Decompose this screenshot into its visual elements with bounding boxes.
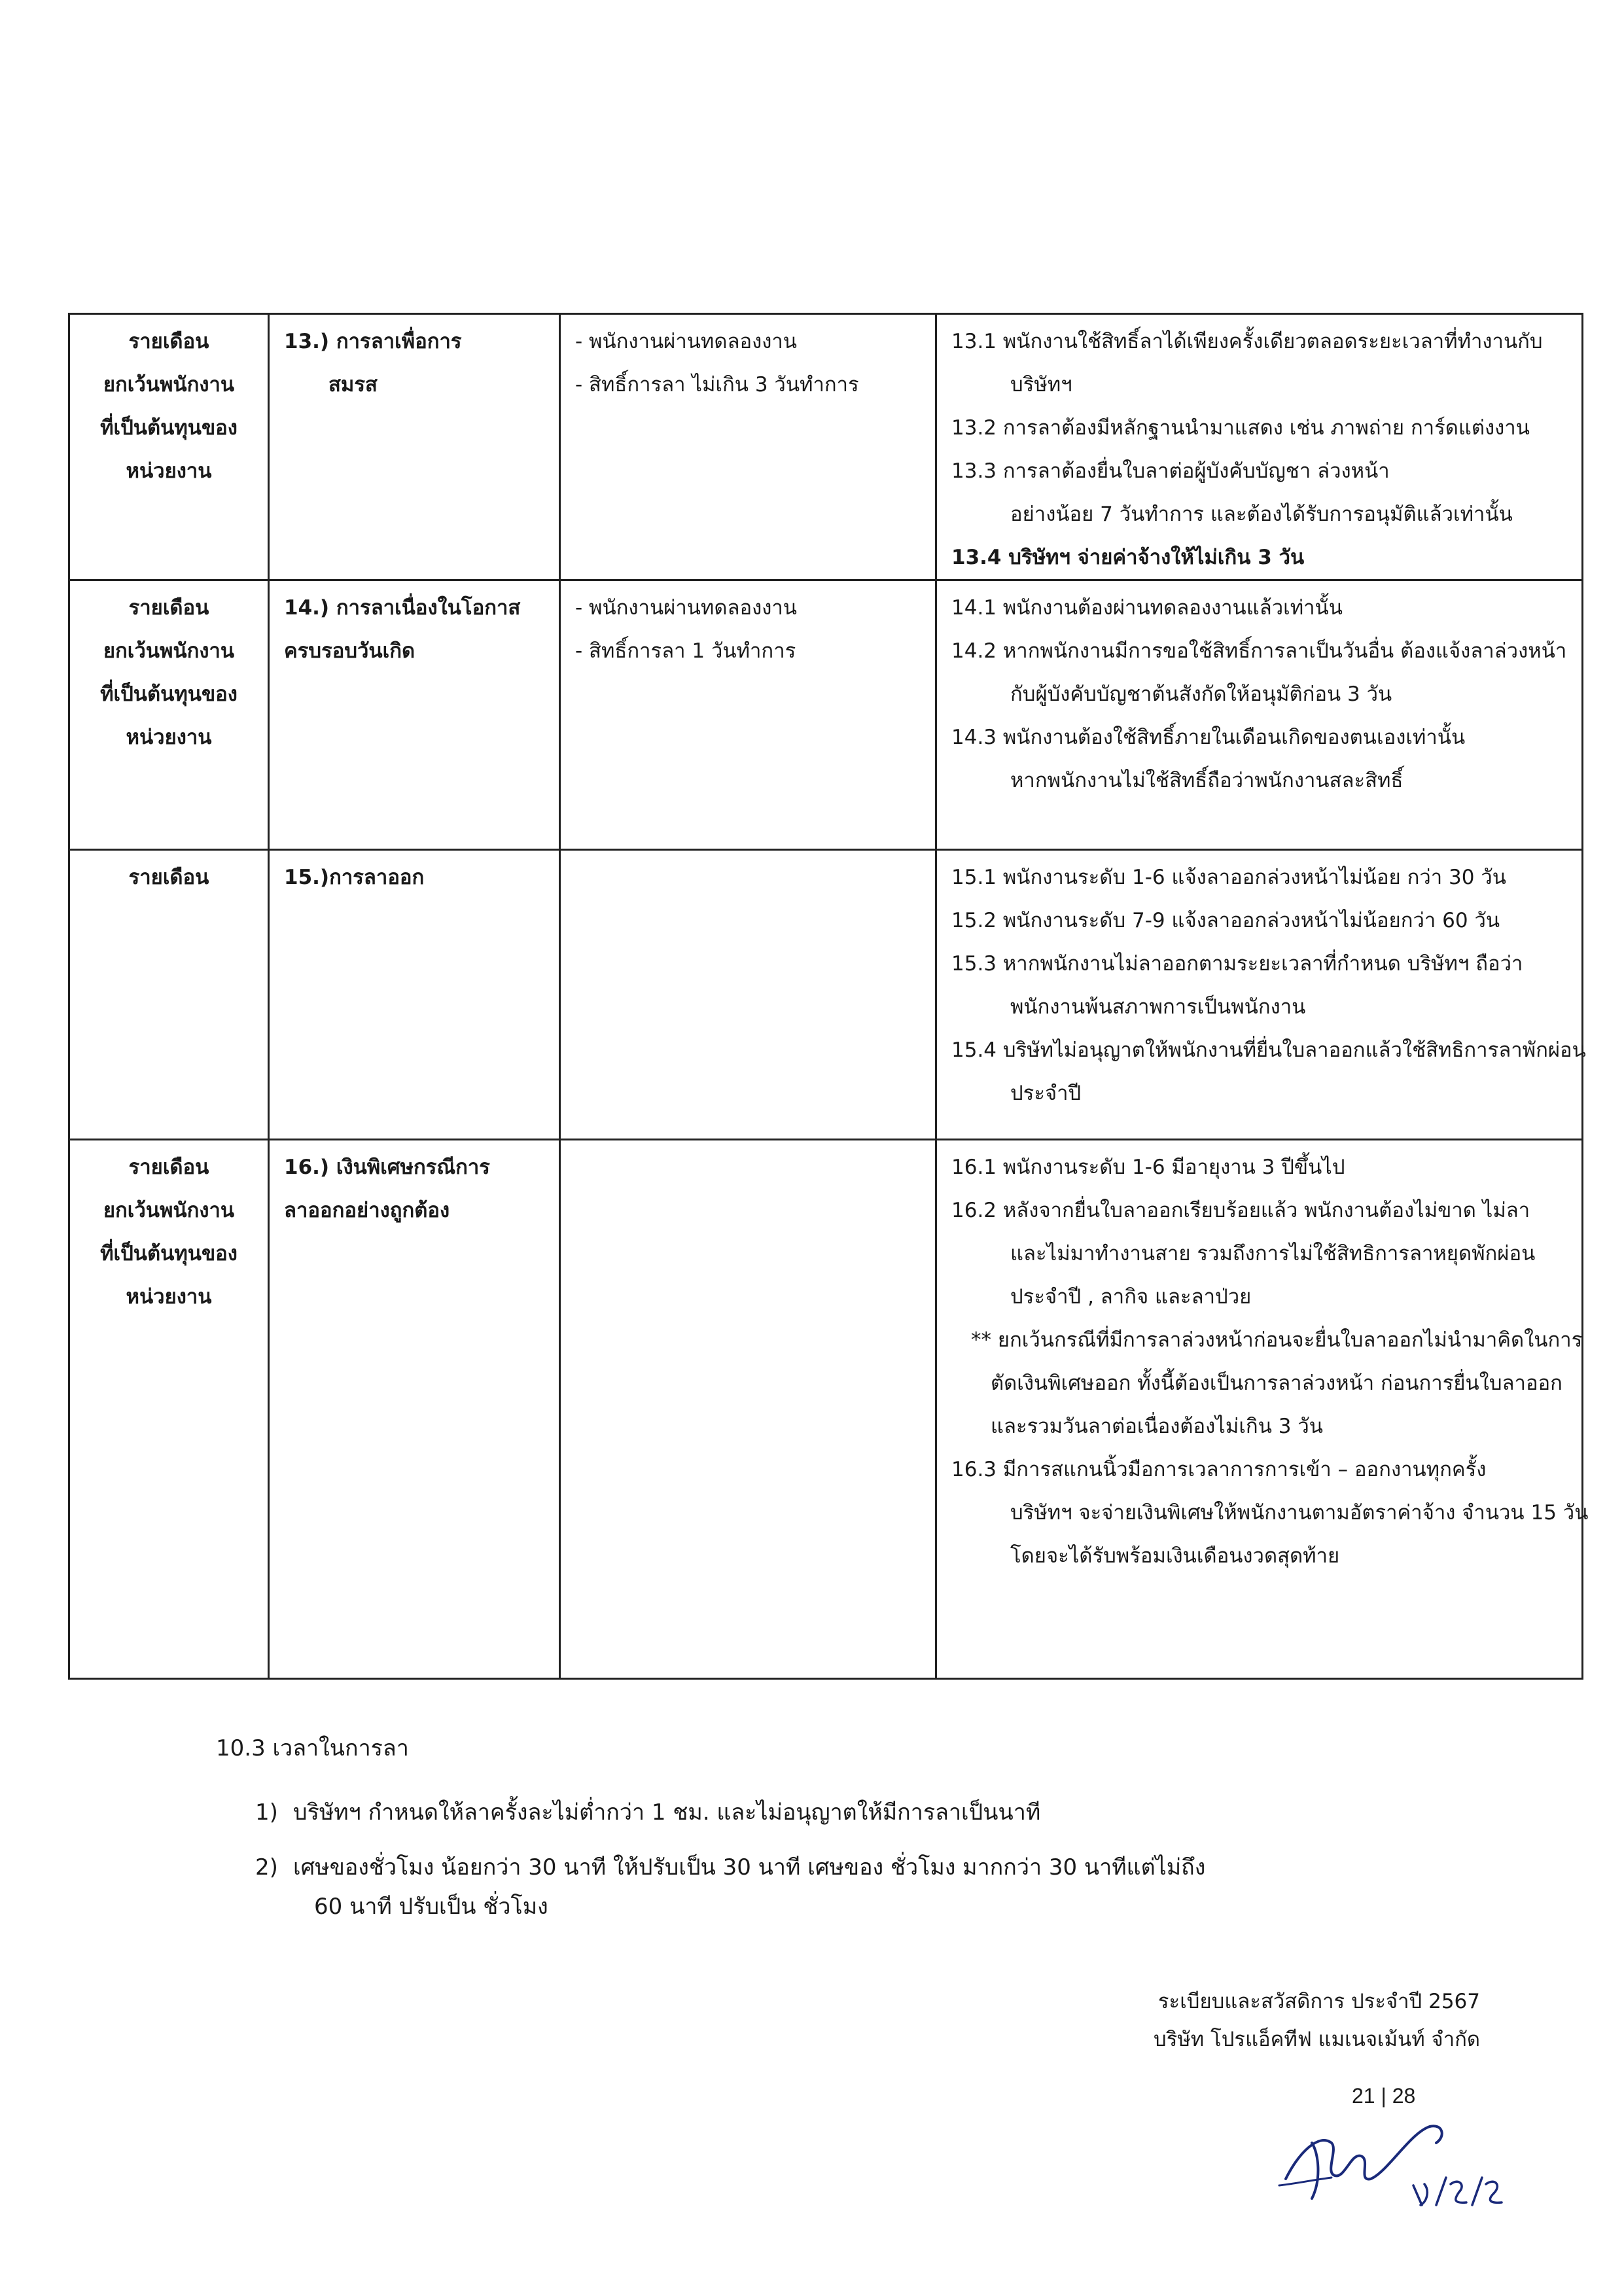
conditions-cell <box>936 1140 1589 1679</box>
conditions-cell <box>936 314 1583 580</box>
cell-line: ยกเว้นพนักงาน <box>103 373 235 397</box>
cell-line: พนักงานพ้นสภาพการเป็นพนักงาน <box>1010 995 1306 1019</box>
cell-line: 13.2 การลาต้องมีหลักฐานนำมาแสดง เช่น ภาพถ่าย การ์ดแต่งงาน <box>951 416 1530 440</box>
cell-line: 15.1 พนักงานระดับ 1-6 แจ้งลาออกล่วงหน้าไม่น้อย กว่า 30 วัน <box>951 866 1506 889</box>
cell-line: - พนักงานผ่านทดลองงาน <box>575 330 797 353</box>
eligibility-cell <box>560 314 936 580</box>
leave-type-cell <box>269 314 560 580</box>
item-text: เศษของชั่วโมง น้อยกว่า 30 นาที ให้ปรับเป็น 30 นาที เศษของ ชั่วโมง มากกว่า 30 นาทีแต่ไม่ถึง <box>293 1854 1206 1881</box>
cell-line: หน่วยงาน <box>126 459 212 483</box>
item-number: 1) <box>255 1799 278 1826</box>
cell-line: หากพนักงานไม่ใช้สิทธิ์ถือว่าพนักงานสละสิทธิ์ <box>1010 769 1403 792</box>
cell-line: - สิทธิ์การลา 1 วันทำการ <box>575 639 796 663</box>
cell-line: 16.2 หลังจากยื่นใบลาออกเรียบร้อยแล้ว พนักงานต้องไม่ขาด ไม่ลา <box>951 1199 1530 1222</box>
cell-line: 13.1 พนักงานใช้สิทธิ์ลาได้เพียงครั้งเดียวตลอดระยะเวลาที่ทำงานกับ <box>951 330 1543 353</box>
cell-line: บริษัทฯ จะจ่ายเงินพิเศษให้พนักงานตามอัตราค่าจ้าง จำนวน 15 วัน <box>1010 1501 1589 1525</box>
cell-line: 13.) การลาเพื่อการ <box>284 330 462 353</box>
employee-type-cell <box>69 580 269 850</box>
cell-line: 16.1 พนักงานระดับ 1-6 มีอายุงาน 3 ปีขึ้นไป <box>951 1156 1345 1179</box>
leave-type-cell <box>269 850 560 1140</box>
cell-line: ที่เป็นต้นทุนของ <box>100 1242 238 1265</box>
cell-line: อย่างน้อย 7 วันทำการ และต้องได้รับการอนุมัติแล้วเท่านั้น <box>1010 503 1513 526</box>
cell-line: - สิทธิ์การลา ไม่เกิน 3 วันทำการ <box>575 373 859 397</box>
cell-line: และรวมวันลาต่อเนื่องต้องไม่เกิน 3 วัน <box>991 1415 1323 1438</box>
leave-time-section <box>216 1727 1459 1941</box>
table-row <box>69 850 1583 1140</box>
list-item <box>255 1792 1459 1833</box>
cell-line: 14.1 พนักงานต้องผ่านทดลองงานแล้วเท่านั้น <box>951 596 1343 620</box>
conditions-cell <box>936 850 1586 1140</box>
cell-line: - พนักงานผ่านทดลองงาน <box>575 596 797 620</box>
footer-company-name: บริษัท โปรแอ็คทีฟ แมเนจเม้นท์ จำกัด <box>1154 2028 1480 2051</box>
cell-line: ยกเว้นพนักงาน <box>103 639 235 663</box>
document-footer <box>1154 1983 1480 2058</box>
cell-line: 16.3 มีการสแกนนิ้วมือการเวลาการการเข้า – ออกงานทุกครั้ง <box>951 1458 1487 1481</box>
cell-line: โดยจะได้รับพร้อมเงินเดือนงวดสุดท้าย <box>1010 1544 1340 1568</box>
employee-type-cell <box>69 314 269 580</box>
cell-line: ประจำปี , ลากิจ และลาป่วย <box>1010 1285 1252 1309</box>
item-text: บริษัทฯ กำหนดให้ลาครั้งละไม่ต่ำกว่า 1 ชม. และไม่อนุญาตให้มีการลาเป็นนาที <box>293 1799 1041 1826</box>
cell-line: ** ยกเว้นกรณีที่มีการลาล่วงหน้าก่อนจะยื่นใบลาออกไม่นำมาคิดในการ <box>971 1328 1583 1352</box>
list-item <box>255 1846 1459 1928</box>
table-row <box>69 314 1583 580</box>
handwritten-signature <box>1273 2107 1515 2212</box>
conditions-cell <box>936 580 1583 850</box>
cell-line: 16.) เงินพิเศษกรณีการ <box>284 1156 490 1179</box>
footer-regulation-title: ระเบียบและสวัสดิการ ประจำปี 2567 <box>1157 1990 1480 2013</box>
cell-line: 13.3 การลาต้องยื่นใบลาต่อผู้บังคับบัญชา ล่วงหน้า <box>951 459 1390 483</box>
cell-line: หน่วยงาน <box>126 726 212 749</box>
cell-line: รายเดือน <box>128 596 209 620</box>
cell-line: 13.4 บริษัทฯ จ่ายค่าจ้างให้ไม่เกิน 3 วัน <box>951 546 1305 569</box>
cell-line: รายเดือน <box>128 330 209 353</box>
employee-type-cell <box>69 850 269 1140</box>
item-number: 2) <box>255 1854 278 1881</box>
cell-line: ครบรอบวันเกิด <box>284 639 415 663</box>
cell-line: 15.2 พนักงานระดับ 7-9 แจ้งลาออกล่วงหน้าไม่น้อยกว่า 60 วัน <box>951 909 1500 932</box>
cell-line: ลาออกอย่างถูกต้อง <box>284 1199 450 1222</box>
leave-type-cell <box>269 1140 560 1679</box>
cell-line: และไม่มาทำงานสาย รวมถึงการไม่ใช้สิทธิการลาหยุดพักผ่อน <box>1010 1242 1536 1265</box>
cell-line: ที่เป็นต้นทุนของ <box>100 682 238 706</box>
cell-line: 14.) การลาเนื่องในโอกาส <box>284 596 521 620</box>
eligibility-cell <box>560 1140 936 1679</box>
section-heading: 10.3 เวลาในการลา <box>216 1735 409 1761</box>
cell-line: 15.4 บริษัทไม่อนุญาตให้พนักงานที่ยื่นใบลาออกแล้วใช้สิทธิการลาพักผ่อน <box>951 1038 1586 1062</box>
cell-line: 14.2 หากพนักงานมีการขอใช้สิทธิ์การลาเป็นวันอื่น ต้องแจ้งลาล่วงหน้า <box>951 639 1567 663</box>
cell-line: ตัดเงินพิเศษออก ทั้งนี้ต้องเป็นการลาล่วงหน้า ก่อนการยื่นใบลาออก <box>991 1371 1562 1395</box>
cell-line: รายเดือน <box>128 866 209 889</box>
table-row <box>69 580 1583 850</box>
cell-line: 14.3 พนักงานต้องใช้สิทธิ์ภายในเดือนเกิดของตนเองเท่านั้น <box>951 726 1466 749</box>
cell-line: ยกเว้นพนักงาน <box>103 1199 235 1222</box>
item-text-continued: 60 นาที ปรับเป็น ชั่วโมง <box>314 1894 548 1920</box>
leave-type-cell <box>269 580 560 850</box>
cell-line: สมรส <box>328 373 378 397</box>
eligibility-cell <box>560 850 936 1140</box>
cell-line: 15.3 หากพนักงานไม่ลาออกตามระยะเวลาที่กำหนด บริษัทฯ ถือว่า <box>951 952 1523 976</box>
cell-line: ประจำปี <box>1010 1082 1082 1105</box>
cell-line: 15.)การลาออก <box>284 866 425 889</box>
cell-line: หน่วยงาน <box>126 1285 212 1309</box>
cell-line: ที่เป็นต้นทุนของ <box>100 416 238 440</box>
table-row <box>69 1140 1583 1679</box>
cell-line: รายเดือน <box>128 1156 209 1179</box>
leave-regulations-table <box>68 313 1589 1680</box>
page-number: 21 | 28 <box>1352 2084 1416 2108</box>
cell-line: กับผู้บังคับบัญชาต้นสังกัดให้อนุมัติก่อน 3 วัน <box>1010 682 1392 706</box>
employee-type-cell <box>69 1140 269 1679</box>
eligibility-cell <box>560 580 936 850</box>
cell-line: บริษัทฯ <box>1010 373 1072 397</box>
